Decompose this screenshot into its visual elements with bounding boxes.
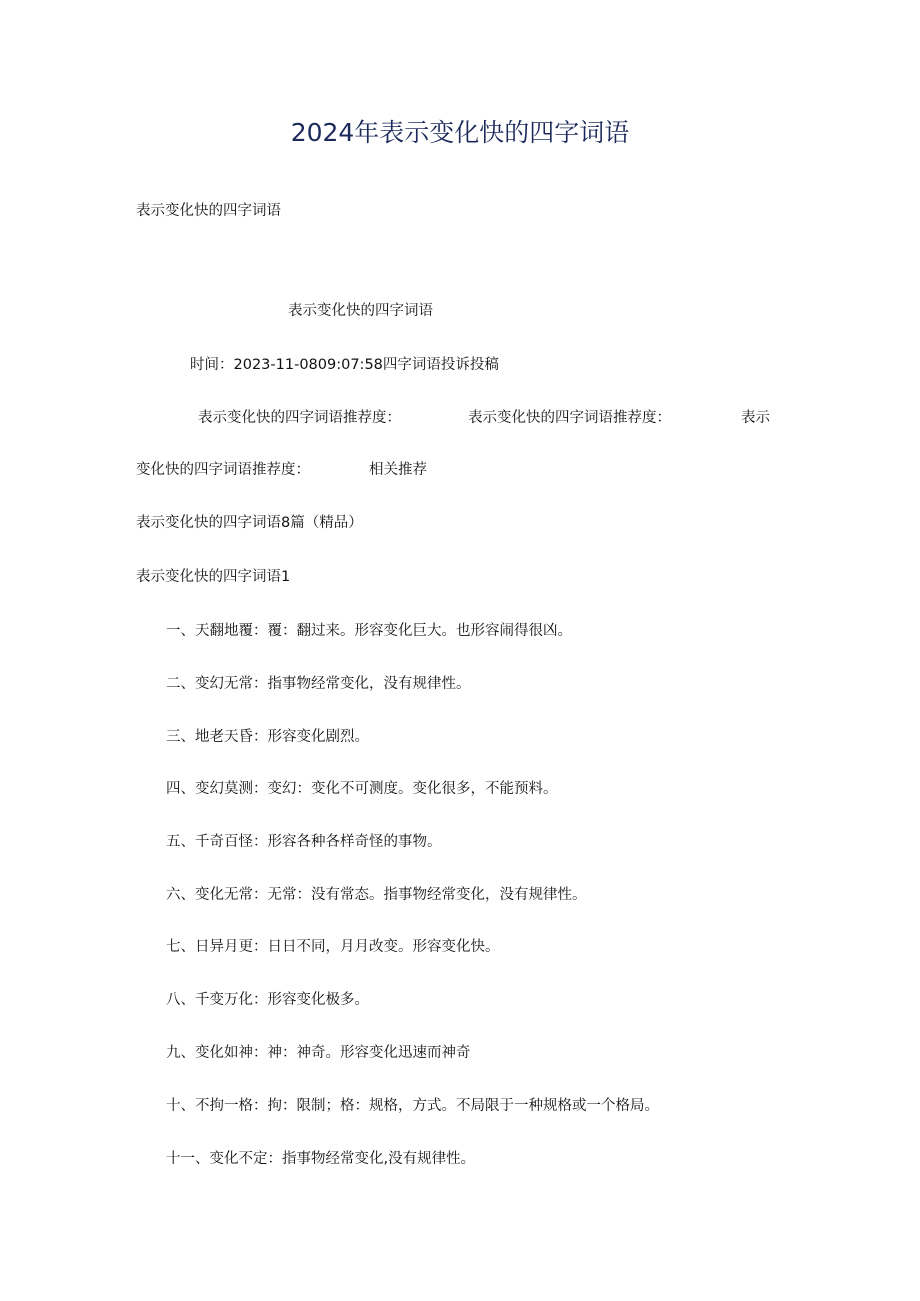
list-item: 十一、变化不定：指事物经常变化,没有规律性。 [166, 1151, 476, 1167]
meta-line: 时间：2023-11-0809:07:58四字词语投诉投稿 [190, 357, 499, 373]
recommend-row-2 [0, 460, 920, 480]
recommend-row-1 [0, 408, 920, 428]
list-item: 二、变幻无常：指事物经常变化，没有规律性。 [166, 676, 471, 692]
list-item: 三、地老天昏：形容变化剧烈。 [166, 729, 369, 745]
list-item: 一、天翻地覆：覆：翻过来。形容变化巨大。也形容闹得很凶。 [166, 623, 572, 639]
list-item: 十、不拘一格：拘：限制；格：规格，方式。不局限于一种规格或一个格局。 [166, 1098, 659, 1114]
recommend-label: 表示 [741, 410, 770, 426]
list-heading: 表示变化快的四字词语1 [136, 569, 291, 585]
list-item: 七、日异月更：日日不同，月月改变。形容变化快。 [166, 939, 500, 955]
recommend-label: 表示变化快的四字词语推荐度： [198, 410, 401, 426]
recommend-label: 变化快的四字词语推荐度： [136, 462, 310, 478]
list-item: 九、变化如神：神：神奇。形容变化迅速而神奇 [166, 1045, 471, 1061]
list-item: 六、变化无常：无常：没有常态。指事物经常变化，没有规律性。 [166, 887, 587, 903]
section-heading: 表示变化快的四字词语8篇（精品） [136, 515, 363, 531]
list-item: 八、千变万化：形容变化极多。 [166, 992, 369, 1008]
list-item: 四、变幻莫测：变幻：变化不可测度。变化很多，不能预料。 [166, 781, 558, 797]
subtitle-left: 表示变化快的四字词语 [136, 203, 281, 219]
list-item: 五、千奇百怪：形容各种各样奇怪的事物。 [166, 834, 442, 850]
subtitle-center: 表示变化快的四字词语 [288, 303, 433, 319]
related-recommend-link[interactable]: 相关推荐 [369, 462, 427, 478]
recommend-label: 表示变化快的四字词语推荐度： [468, 410, 671, 426]
document-title: 2024年表示变化快的四字词语 [290, 118, 630, 147]
